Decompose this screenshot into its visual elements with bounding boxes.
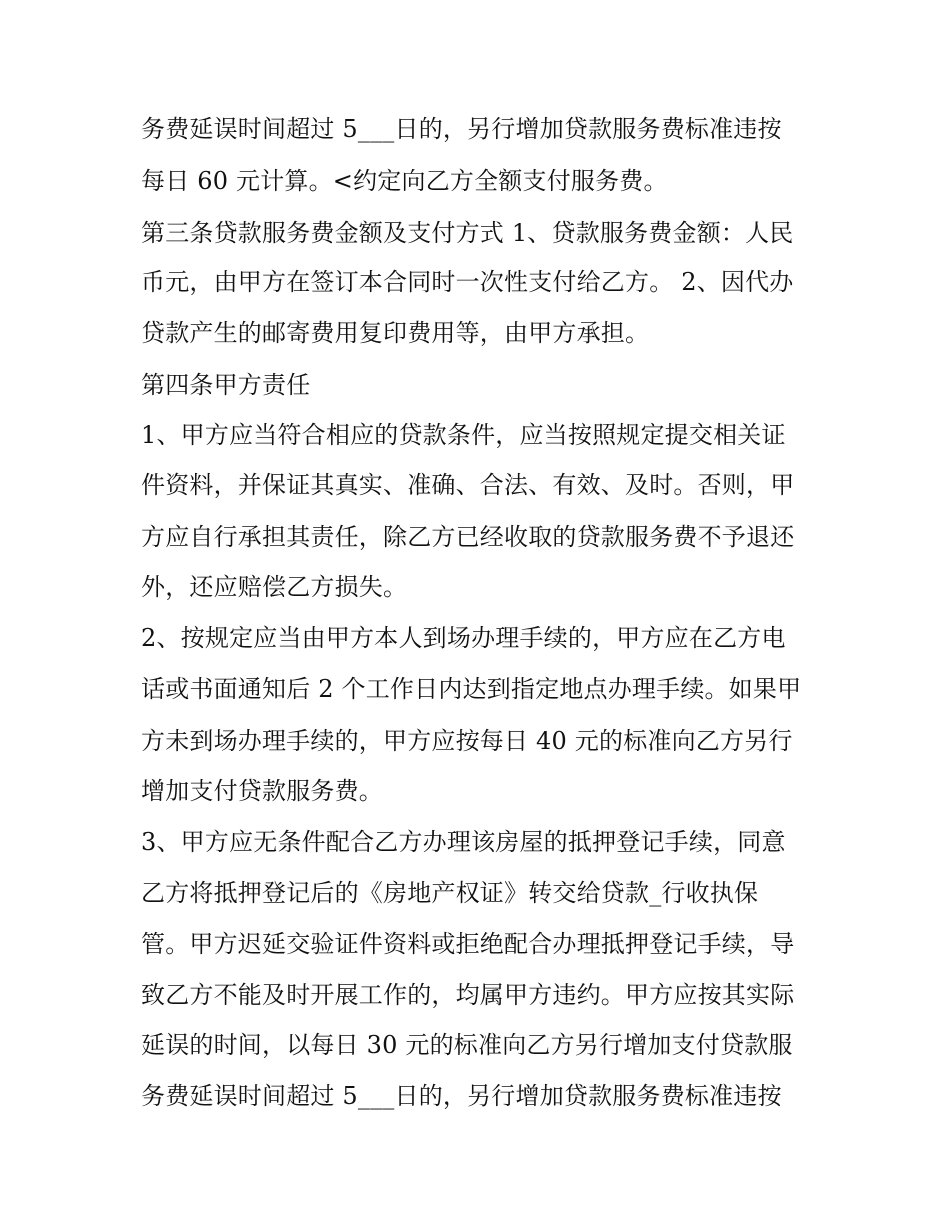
text-line: 话或书面通知后 2 个工作日内达到指定地点办理手续。如果甲 — [141, 675, 802, 703]
text-line: 管。甲方迟延交验证件资料或拒绝配合办理抵押登记手续，导 — [141, 930, 795, 958]
section-heading: 第四条甲方责任 — [141, 371, 311, 399]
text-line: 乙方将抵押登记后的《房地产权证》转交给贷款_行收执保 — [141, 879, 759, 907]
text-line: 每日 60 元计算。<约定向乙方全额支付服务费。 — [141, 167, 668, 195]
text-line: 方未到场办理手续的，甲方应按每日 40 元的标准向乙方另行 — [141, 727, 793, 755]
text-line: 增加支付贷款服务费。 — [141, 777, 383, 805]
text-line: 方应自行承担其责任，除乙方已经收取的贷款服务费不予退还 — [141, 523, 795, 551]
text-line: 1、甲方应当符合相应的贷款条件，应当按照规定提交相关证 — [141, 421, 786, 449]
text-line: 外，还应赔偿乙方损失。 — [141, 573, 408, 601]
text-line: 币元，由甲方在签订本合同时一次性支付给乙方。 2、因代办 — [141, 268, 794, 296]
text-line: 贷款产生的邮寄费用复印费用等，由甲方承担。 — [141, 319, 650, 347]
text-line: 件资料，并保证其真实、准确、合法、有效、及时。否则，甲 — [141, 471, 795, 499]
text-line: 延误的时间，以每日 30 元的标准向乙方另行增加支付贷款服 — [141, 1031, 793, 1059]
text-line: 第三条贷款服务费金额及支付方式 1、贷款服务费金额：人民 — [141, 219, 794, 247]
text-line: 2、按规定应当由甲方本人到场办理手续的，甲方应在乙方电 — [141, 624, 786, 652]
text-line: 务费延误时间超过 5___日的，另行增加贷款服务费标准违按 — [141, 115, 782, 143]
text-line: 致乙方不能及时开展工作的，均属甲方违约。甲方应按其实际 — [141, 981, 795, 1009]
text-line: 3、甲方应无条件配合乙方办理该房屋的抵押登记手续，同意 — [141, 828, 786, 856]
text-line: 务费延误时间超过 5___日的，另行增加贷款服务费标准违按 — [141, 1082, 782, 1110]
